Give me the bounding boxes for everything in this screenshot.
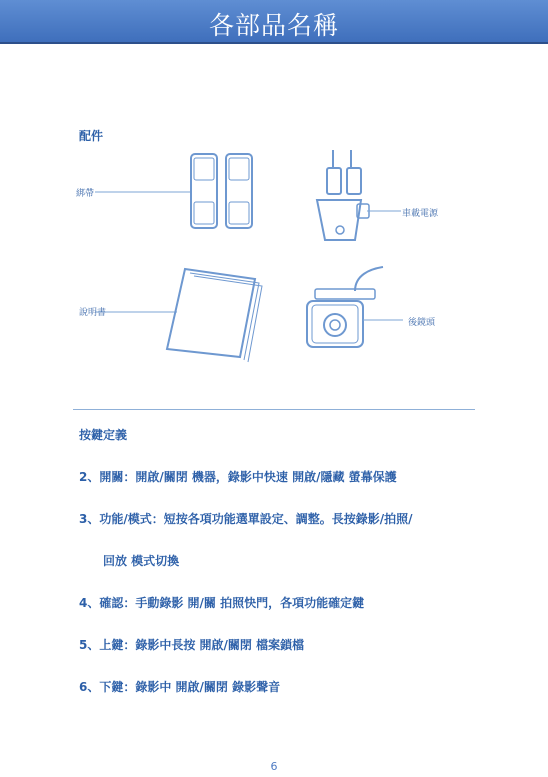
car-charger-label: 車載電源 [402, 209, 439, 219]
manual-label: 說明書 [79, 308, 107, 318]
list-item: 6、下鍵：錄影中 開啟/關閉 錄影聲音 [79, 680, 281, 694]
rear-camera-label: 後鏡頭 [408, 318, 436, 328]
list-item: 5、上鍵：錄影中長按 開啟/關閉 檔案鎖檔 [79, 638, 305, 652]
rear-camera-illustration [295, 265, 435, 360]
accessories-heading: 配件 [79, 129, 104, 143]
list-item: 3、功能/模式：短按各項功能選單設定、調整。長按錄影/拍照/ [79, 512, 413, 526]
page-title: 各部品名稱 [208, 11, 339, 40]
manual-illustration [95, 265, 270, 365]
strap-label: 綁帶 [76, 189, 95, 199]
section-divider [73, 409, 475, 410]
list-item: 回放 模式切換 [103, 554, 180, 568]
car-charger-illustration [305, 150, 445, 250]
buttons-heading: 按鍵定義 [79, 428, 128, 442]
page-number: 6 [270, 760, 278, 773]
list-item: 4、確認：手動錄影 開/關 拍照快門，各項功能確定鍵 [79, 596, 365, 610]
page-header [0, 0, 548, 44]
list-item: 2、開關：開啟/關閉 機器，錄影中快速 開啟/隱藏 螢幕保護 [79, 470, 397, 484]
strap-illustration [95, 150, 265, 230]
